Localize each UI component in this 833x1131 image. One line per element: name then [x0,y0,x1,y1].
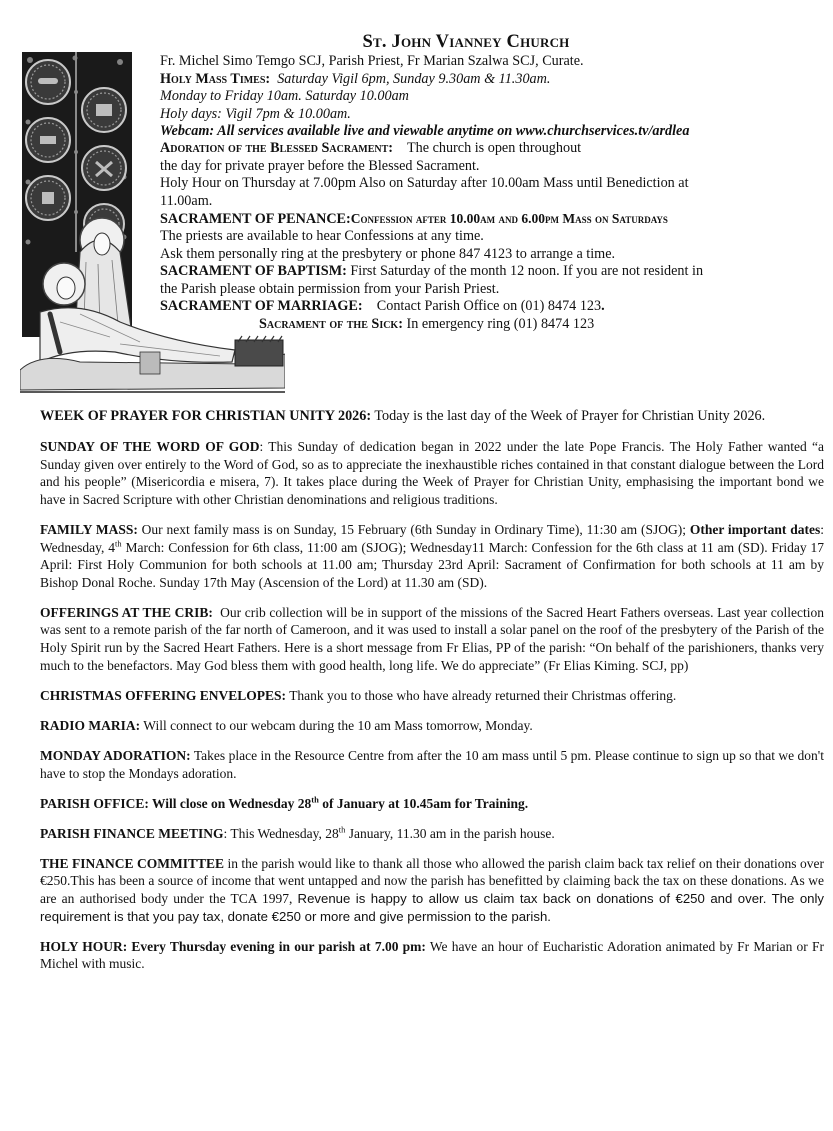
mass-times-weekend: Saturday Vigil 6pm, Sunday 9.30am & 11.30am. [277,70,551,87]
notice-label: FAMILY MASS: [40,521,138,537]
ordinal-suffix: th [311,794,319,805]
sick-line [160,316,832,333]
penance-text-2: Ask them personally ring at the presbytery or phone 847 4123 to arrange a time. [160,245,616,262]
notice-label: WEEK OF PRAYER FOR CHRISTIAN UNITY 2026: [40,408,372,424]
clergy-line: Fr. Michel Simo Temgo SCJ, Parish Priest, Fr Marian Szalwa SCJ, Curate. [160,53,584,70]
notice-finance-committee [40,855,824,925]
notice-text: Will connect to our webcam during the 10 am Mass tomorrow, Monday. [143,717,533,733]
notice-text: Our crib collection will be in support of the missions of the Sacred Heart Fathers overseas. Last year collection was sent to a remote parish of the far north of Cameroon, and it was used to install a solar panel on the roof of the presbytery of the Parish of the Holy Spirit run by the Sacred Heart Fathers. Here is a short message from Fr Elias, PP of the parish: “On behalf of the parishioners, thanks very much to the benefactors. May God bless them with good health, long life. We do appreciate” (Fr Elias Kiming. SCJ, pp) [40,604,825,673]
sick-text: In emergency ring (01) 8474 123 [406,315,595,332]
notice-label: CHRISTMAS OFFERING ENVELOPES: [40,687,287,703]
marriage-line [160,298,832,315]
notice-text: January, 11.30 am in the parish house. [345,825,555,841]
notice-label: HOLY HOUR: Every Thursday evening in our parish at 7.00 pm: [40,938,426,954]
church-title: St. John Vianney Church [362,32,570,52]
marriage-text: Contact Parish Office on (01) 8474 123 [376,298,602,315]
notice-text-sans: Revenue is happy to allow us claim tax back on donations of €250 and over. The only requirement is that you pay tax, donate €250 or more and give permission to the parish. [40,890,825,924]
adoration-label: Adoration of the Blessed Sacrament: [160,140,394,157]
notice-label: MONDAY ADORATION: [40,747,191,763]
notice-label-secondary: Other important dates [689,521,821,537]
notice-label: THE FINANCE COMMITTEE [40,855,224,871]
adoration-line [160,140,832,157]
notice-text: : This Wednesday, 28 [223,825,339,841]
notice-parish-office [40,795,824,813]
notice-text: PARISH OFFICE: Will close on Wednesday 28 [40,795,312,811]
mass-times-label: Holy Mass Times: [160,70,271,87]
adoration-text-1: The church is open throughout [406,140,582,157]
notice-text: in the parish would like to thank all those who allowed the parish claim back tax relief on their donations over €250.This has been a source of income that went untapped and now the parish has benefitted by claiming back the tax on these donations. As we are an authorised body under the TCA 1997, [40,855,824,906]
notice-crib-offerings [40,604,824,674]
notice-christian-unity [40,408,824,426]
notice-monday-adoration [40,747,824,782]
baptism-text-1: First Saturday of the month 12 noon. If you are not resident in [350,263,704,280]
penance-text-1: The priests are available to hear Confessions at any time. [160,228,484,245]
adoration-text-3: Holy Hour on Thursday at 7.00pm Also on Saturday after 10.00am Mass until Benediction at [160,175,689,192]
ordinal-suffix: th [114,538,122,549]
ordinal-suffix: th [338,824,346,835]
holy-days-line: Holy days: Vigil 7pm & 10.00am. [160,105,351,122]
notice-word-of-god [40,438,824,508]
notice-family-mass [40,521,824,591]
notices-list [40,408,824,985]
notice-text: Our next family mass is on Sunday, 15 February (6th Sunday in Ordinary Time), 11:30 am (SJOG); [141,521,686,537]
notice-finance-meeting [40,825,824,843]
adoration-text-2: the day for private prayer before the Blessed Sacrament. [160,157,480,174]
notice-label: OFFERINGS AT THE CRIB: [40,604,213,620]
baptism-line [160,263,832,280]
notice-label: RADIO MARIA: [40,717,141,733]
penance-detail: Confession after 10.00am and 6.00pm Mass on Saturdays [350,211,668,227]
adoration-text-4: 11.00am. [160,192,213,209]
notice-text: : This Sunday of dedication began in 2022 under the late Pope Francis. The Holy Father wanted “a Sunday given over entirely to the Word of God, so as to appreciate the inexhaustible riches contained in that constant dialogue between the Lord and his people” (Misericordia e misera, 7). It takes place during the Week of Prayer for Christian Unity, emphasising the important bond we have in Sacred Scripture with other Christian denominations and religious traditions. [40,439,825,507]
notice-christmas-envelopes [40,687,824,705]
notice-text: March: Confession for 6th class, 11:00 am (SJOG); Wednesday11 March: Confession for the 6th class at 11 am (SD). Friday 17 April: First Holy Communion for both schools at 11.00 am; Thursday 23rd April: Sacrament of Confirmation for both schools at 11 am by Bishop Donal Roche. Sunday 17th May (Ascension of the Lord) at 11.30 am (SD). [40,539,824,590]
marriage-period: . [601,298,605,315]
notice-text: of January at 10.45am for Training. [318,795,529,811]
baptism-text-2: the Parish please obtain permission from your Parish Priest. [160,280,500,297]
church-info-header [160,34,832,333]
notice-text: Thank you to those who have already returned their Christmas offering. [289,687,677,703]
notice-text: We have an hour of Eucharistic Adoration animated by Fr Marian or Fr Michel with music. [40,938,824,972]
baptism-label: SACRAMENT OF BAPTISM: [160,263,347,280]
penance-line [160,210,832,228]
notice-text: Today is the last day of the Week of Prayer for Christian Unity 2026. [374,408,766,424]
notice-text: : Wednesday, 4 [40,521,824,555]
notice-label: SUNDAY OF THE WORD OF GOD [40,439,260,455]
webcam-line: Webcam: All services available live and viewable anytime on www.churchservices.tv/ardlea [160,123,690,140]
sick-label: Sacrament of the Sick: [259,315,403,332]
notice-holy-hour [40,938,824,973]
mass-times-line [160,71,832,88]
notice-radio-maria [40,717,824,735]
marriage-label: SACRAMENT OF MARRIAGE: [160,298,363,315]
penance-label: SACRAMENT OF PENANCE: [160,211,351,228]
notice-label: PARISH FINANCE MEETING [40,825,224,841]
mass-times-weekday: Monday to Friday 10am. Saturday 10.00am [160,88,409,105]
notice-text: Takes place in the Resource Centre from after the 10 am mass until 5 pm. Please continue to sign up so that we don't have to stop the Mondays adoration. [40,747,824,781]
